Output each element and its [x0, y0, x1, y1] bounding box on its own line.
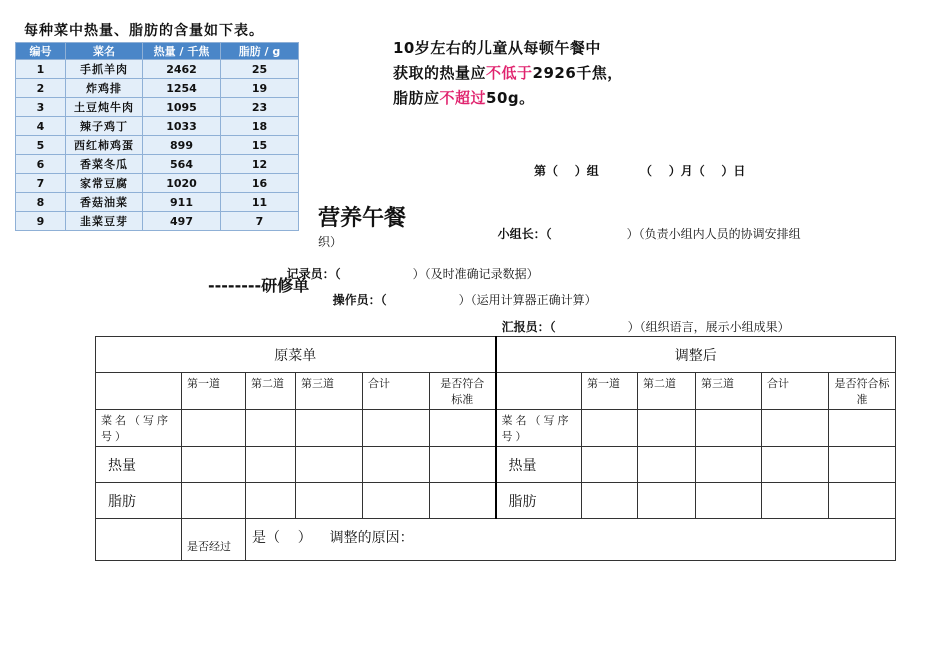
adjusted-dish-2[interactable]	[638, 410, 696, 447]
nutrition-id: 1	[16, 60, 66, 79]
adjusted-dish-1[interactable]	[582, 410, 638, 447]
role-leader	[490, 211, 801, 242]
nutrition-row	[16, 60, 299, 79]
nutrition-dish: 土豆炖牛肉	[66, 98, 143, 117]
adjusted-fat-2[interactable]	[638, 483, 696, 519]
nutrition-dish: 韭菜豆芽	[66, 212, 143, 231]
nutrition-id: 7	[16, 174, 66, 193]
nutrition-intro: 每种菜中热量、脂肪的含量如下表。	[24, 23, 264, 39]
role-reporter	[494, 304, 790, 335]
original-dish-standard[interactable]	[430, 410, 496, 447]
nutrition-energy: 1254	[143, 79, 221, 98]
original-fat-total[interactable]	[363, 483, 430, 519]
nutrition-fat: 25	[221, 60, 299, 79]
group-number: 第（ ）组	[534, 164, 599, 178]
nutrition-fat: 15	[221, 136, 299, 155]
nutrition-header-id: 编号	[16, 43, 66, 60]
page-title: 营养午餐	[318, 206, 407, 231]
adjusted-corner-cell	[496, 373, 582, 410]
original-energy-standard[interactable]	[430, 447, 496, 483]
original-col-1: 第一道	[182, 373, 246, 410]
original-row-fat-label: 脂肪	[96, 483, 182, 519]
adjusted-energy-1[interactable]	[582, 447, 638, 483]
nutrition-fat: 18	[221, 117, 299, 136]
role-reporter-label: 汇报员：（	[501, 320, 556, 334]
original-row-dish-label: 菜名（写序号）	[96, 410, 182, 447]
adjusted-row-fat-label: 脂肪	[496, 483, 582, 519]
nutrition-id: 6	[16, 155, 66, 174]
adjusted-col-2: 第二道	[638, 373, 696, 410]
nutrition-fat: 7	[221, 212, 299, 231]
original-corner-cell	[96, 373, 182, 410]
role-leader-wrap: 织）	[318, 235, 343, 249]
nutrition-energy: 1020	[143, 174, 221, 193]
adjusted-row-energy-label: 热量	[496, 447, 582, 483]
role-operator-label: 操作员：（	[332, 293, 387, 307]
original-fat-1[interactable]	[182, 483, 246, 519]
role-recorder-label: 记录员：（	[286, 267, 341, 281]
role-leader-label: 小组长：（	[497, 227, 552, 241]
original-fat-2[interactable]	[246, 483, 296, 519]
adjusted-fat-3[interactable]	[696, 483, 762, 519]
role-reporter-desc: ）（组织语言，展示小组成果）	[627, 320, 790, 334]
adjusted-col-standard: 是否符合标准	[829, 373, 896, 410]
adjusted-energy-2[interactable]	[638, 447, 696, 483]
nutrition-fat: 16	[221, 174, 299, 193]
nutrition-header-dish: 菜名	[66, 43, 143, 60]
nutrition-row	[16, 136, 299, 155]
nutrition-energy: 497	[143, 212, 221, 231]
original-energy-2[interactable]	[246, 447, 296, 483]
nutrition-energy: 2462	[143, 60, 221, 79]
nutrition-fat: 11	[221, 193, 299, 212]
nutrition-row	[16, 155, 299, 174]
nutrition-row	[16, 174, 299, 193]
nutrition-dish: 炸鸡排	[66, 79, 143, 98]
nutrition-id: 8	[16, 193, 66, 212]
original-energy-total[interactable]	[363, 447, 430, 483]
role-operator-desc: ）（运用计算器正确计算）	[458, 293, 597, 307]
original-dish-total[interactable]	[363, 410, 430, 447]
adjusted-col-1: 第一道	[582, 373, 638, 410]
nutrition-fat: 19	[221, 79, 299, 98]
adjustment-yes-label: 是（ ）	[252, 530, 312, 546]
role-recorder-desc: ）（及时准确记录数据）	[412, 267, 539, 281]
nutrition-row	[16, 79, 299, 98]
original-col-3: 第三道	[296, 373, 363, 410]
nutrition-energy: 899	[143, 136, 221, 155]
worksheet-table	[95, 336, 896, 561]
adjusted-dish-standard[interactable]	[829, 410, 896, 447]
nutrition-row	[16, 193, 299, 212]
nutrition-dish: 香菇油菜	[66, 193, 143, 212]
nutrition-table	[15, 42, 299, 231]
adjusted-fat-total[interactable]	[762, 483, 829, 519]
adjustment-passed-label: 是否经过	[182, 519, 246, 561]
req2-post: 2926千焦，	[532, 64, 623, 82]
original-energy-1[interactable]	[182, 447, 246, 483]
adjusted-menu-header: 调整后	[496, 337, 896, 373]
nutrition-row	[16, 212, 299, 231]
original-col-standard: 是否符合标准	[430, 373, 496, 410]
original-energy-3[interactable]	[296, 447, 363, 483]
adjusted-col-total: 合计	[762, 373, 829, 410]
requirement-line-2	[393, 62, 623, 83]
adjustment-reason-label: 调整的原因：	[329, 530, 414, 546]
adjusted-fat-1[interactable]	[582, 483, 638, 519]
nutrition-id: 2	[16, 79, 66, 98]
nutrition-id: 9	[16, 212, 66, 231]
nutrition-dish: 辣子鸡丁	[66, 117, 143, 136]
adjusted-energy-total[interactable]	[762, 447, 829, 483]
nutrition-header-energy: 热量 / 千焦	[143, 43, 221, 60]
original-col-total: 合计	[363, 373, 430, 410]
adjustment-empty-cell	[96, 519, 182, 561]
nutrition-id: 5	[16, 136, 66, 155]
role-leader-desc: ）（负责小组内人员的协调安排组	[626, 227, 801, 241]
group-date: （ ）月（ ）日	[640, 164, 746, 178]
nutrition-header-fat: 脂肪 / g	[221, 43, 299, 60]
req3-pre: 脂肪应	[393, 89, 440, 107]
nutrition-id: 4	[16, 117, 66, 136]
nutrition-fat: 12	[221, 155, 299, 174]
req2-pre: 获取的热量应	[393, 64, 487, 82]
req3-post: 50g。	[486, 89, 535, 107]
req2-highlight: 不低于	[486, 64, 533, 82]
nutrition-fat: 23	[221, 98, 299, 117]
nutrition-rows	[16, 60, 299, 231]
original-menu-header: 原菜单	[96, 337, 496, 373]
nutrition-energy: 911	[143, 193, 221, 212]
requirement-line-3	[393, 87, 535, 108]
nutrition-dish: 手抓羊肉	[66, 60, 143, 79]
original-dish-1[interactable]	[182, 410, 246, 447]
req3-highlight: 不超过	[439, 89, 487, 107]
adjusted-energy-standard[interactable]	[829, 447, 896, 483]
original-col-2: 第二道	[246, 373, 296, 410]
original-fat-standard[interactable]	[430, 483, 496, 519]
nutrition-row	[16, 98, 299, 117]
nutrition-dish: 香菜冬瓜	[66, 155, 143, 174]
original-dish-3[interactable]	[296, 410, 363, 447]
adjusted-dish-total[interactable]	[762, 410, 829, 447]
original-row-energy-label: 热量	[96, 447, 182, 483]
nutrition-row	[16, 117, 299, 136]
adjusted-row-dish-label: 菜名（写序号）	[496, 410, 582, 447]
adjusted-dish-3[interactable]	[696, 410, 762, 447]
adjusted-fat-standard[interactable]	[829, 483, 896, 519]
nutrition-dish: 家常豆腐	[66, 174, 143, 193]
nutrition-dish: 西红柿鸡蛋	[66, 136, 143, 155]
adjusted-col-3: 第三道	[696, 373, 762, 410]
adjusted-energy-3[interactable]	[696, 447, 762, 483]
nutrition-energy: 564	[143, 155, 221, 174]
original-dish-2[interactable]	[246, 410, 296, 447]
nutrition-energy: 1095	[143, 98, 221, 117]
requirement-line-1: 10岁左右的儿童从每顿午餐中	[393, 39, 601, 57]
nutrition-energy: 1033	[143, 117, 221, 136]
nutrition-id: 3	[16, 98, 66, 117]
page-subtitle: --------研修单	[208, 276, 310, 295]
adjustment-reason-cell[interactable]	[246, 519, 896, 561]
original-fat-3[interactable]	[296, 483, 363, 519]
